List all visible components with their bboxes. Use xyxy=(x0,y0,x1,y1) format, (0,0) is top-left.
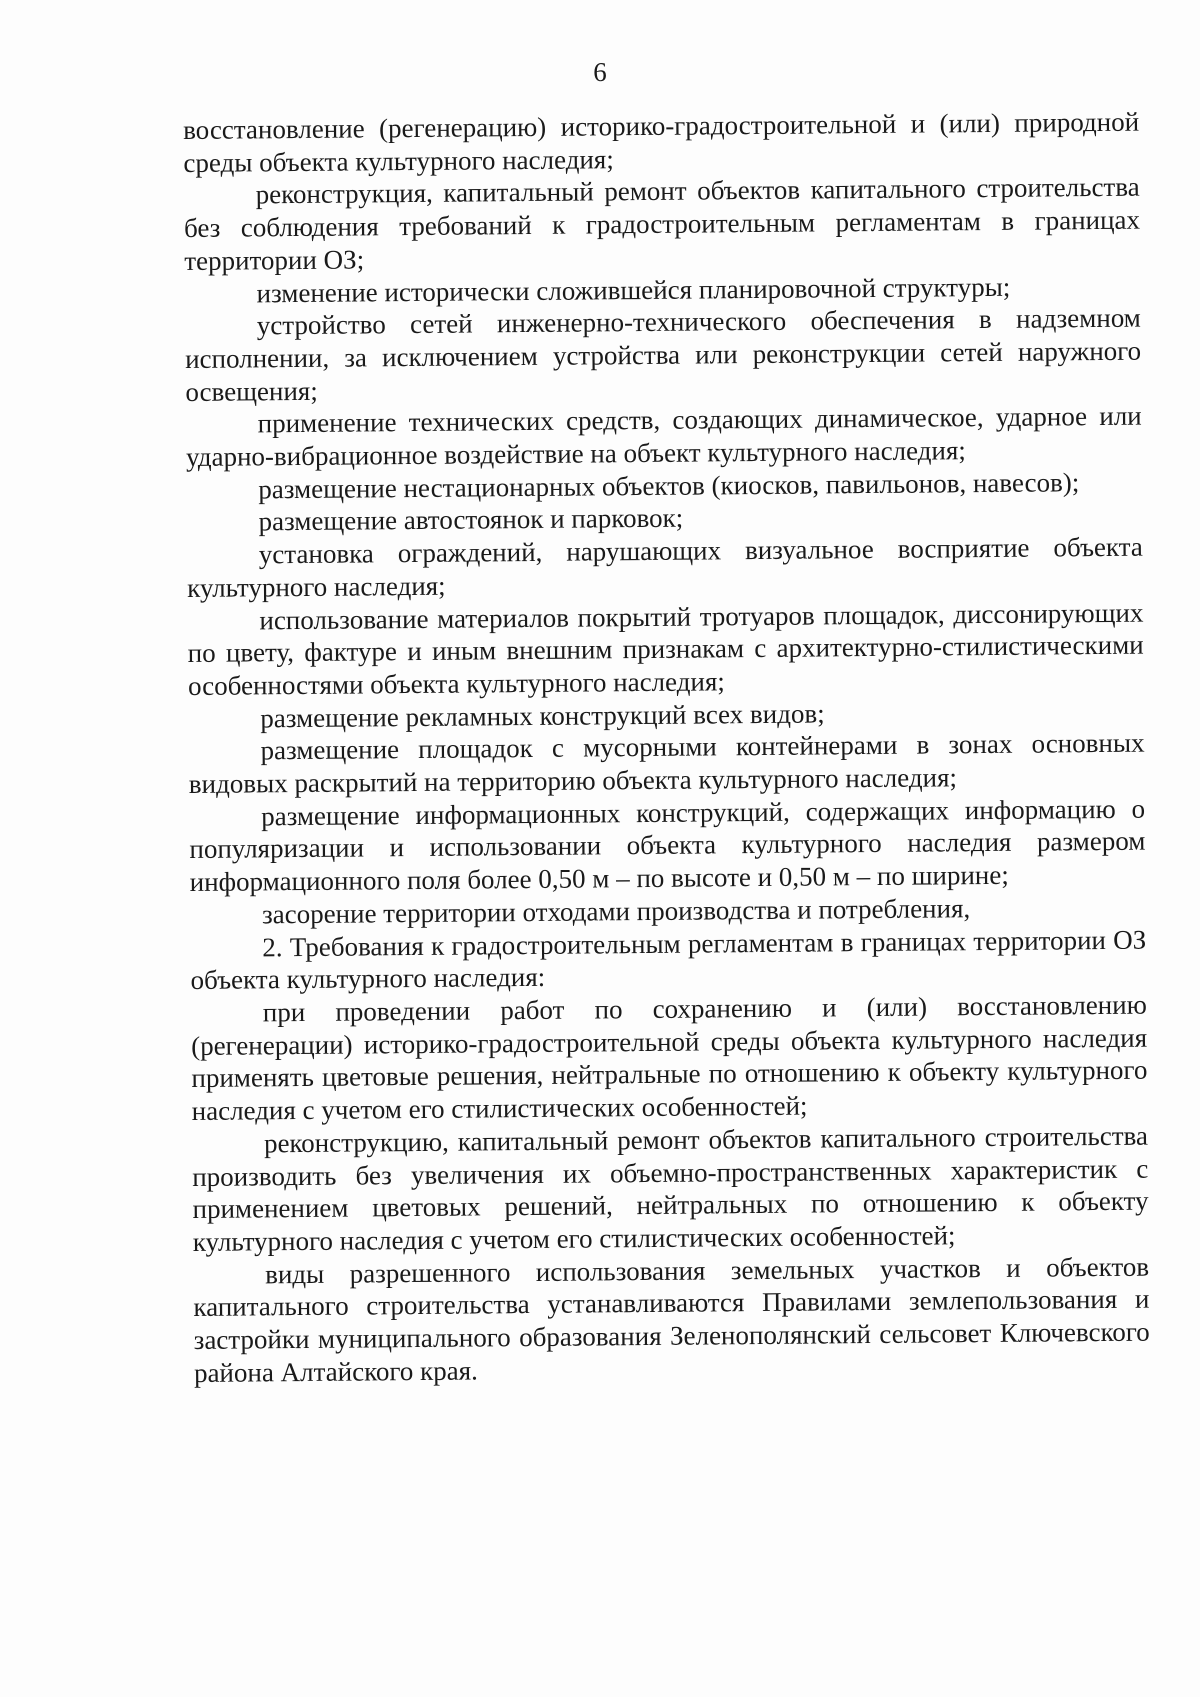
paragraph-waste: засорение территории отходами производства и потребления, xyxy=(261,893,971,930)
paragraph-restoration: восстановление (регенерацию) историко-градостроительной и (или) природной среды объекта культурного наследия; xyxy=(183,106,1140,178)
paragraph-information-structures: размещение информационных конструкций, содержащих информацию о популяризации и использовании объекта культурного наследия размером информационного поля более 0,50 м – по высоте и 0,50 м – по ширине; xyxy=(189,793,1146,898)
paragraph-technical-means: применение технических средств, создающих динамическое, ударное или ударно-вибрационное воздействие на объект культурного наследия; xyxy=(185,400,1142,473)
paragraph-garbage-sites: размещение площадок с мусорными контейнерами в зонах основных видовых раскрытий на территорию объекта культурного наследия; xyxy=(188,727,1145,800)
paragraph-reconstruction: реконструкция, капитальный ремонт объектов капитального строительства без соблюдения требований к градостроительным регламентам в границах территории ОЗ; xyxy=(183,172,1141,276)
paragraph-reconstruction-requirements: реконструкцию, капитальный ремонт объектов капитального строительства производить без увеличения их объемно-пространственных характеристик с применением цветовых решений, нейтральных по отношению к объекту культурного наследия с учетом его стилистических особенностей; xyxy=(192,1120,1149,1257)
paragraph-color-solutions: при проведении работ по сохранению и (или) восстановлению (регенерации) историко-градостроительной среды объекта культурного наследия применять цветовые решения, нейтральные по отношению к объекту культурного наследия с учетом его стилистических особенностей; xyxy=(190,989,1148,1127)
paragraph-engineering-networks: устройство сетей инженерно-технического обеспечения в надземном исполнении, за исключением устройства или реконструкции сетей наружного освещения; xyxy=(185,302,1142,407)
paragraph-planning-structure: изменение исторически сложившейся планировочной структуры; xyxy=(256,271,1011,308)
paragraph-section-2-heading: 2. Требования к градостроительным регламентам в границах территории ОЗ объекта культурного наследия: xyxy=(190,924,1147,996)
paragraph-materials: использование материалов покрытий тротуаров площадок, диссонирующих по цвету, фактуре и иным внешним признакам с архитектурно-стилистическими особенностями объекта культурного наследия; xyxy=(187,597,1144,701)
paragraph-fences: установка ограждений, нарушающих визуальное восприятие объекта культурного наследия; xyxy=(187,531,1143,603)
paragraph-non-stationary-objects: размещение нестационарных объектов (киосков, павильонов, навесов); xyxy=(258,466,1080,505)
page-number: 6 xyxy=(593,57,607,87)
paragraph-advertising: размещение рекламных конструкций всех видов; xyxy=(260,698,825,734)
document-body xyxy=(183,106,1150,1390)
paragraph-permitted-use: виды разрешенного использования земельных участков и объектов капитального строительства устанавливаются Правилами землепользования и застройки муниципального образования Зеленополянский сельсовет Ключевского района Алтайского края. xyxy=(193,1251,1150,1388)
paragraph-parking: размещение автостоянок и парковок; xyxy=(258,503,684,537)
